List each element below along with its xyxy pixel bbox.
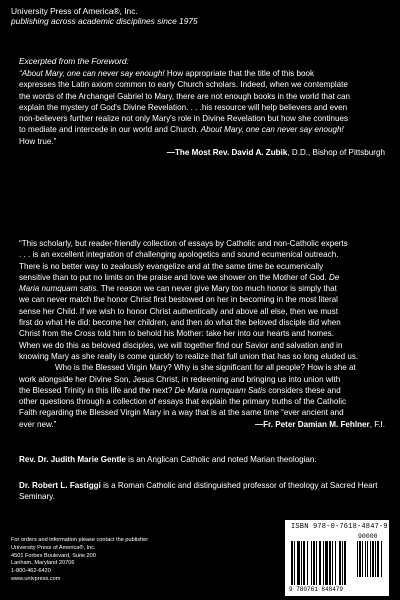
quote-attribution bbox=[19, 147, 385, 158]
price-bar bbox=[381, 541, 382, 577]
quote-line: “About Mary, one can never say enough! How appropriate that the title of this book bbox=[19, 69, 314, 78]
isbn-barcode bbox=[285, 520, 389, 596]
quote-line: the Blessed Trinity in this life and the next? De Maria numquam Satis considers these and bbox=[19, 385, 341, 395]
quote-line: sense her Child. If we wish to honor Christ authentically and above all else, then we must bbox=[19, 306, 338, 316]
quote-line: “This scholarly, but reader-friendly collection of essays by Catholic and non-Catholic experts bbox=[19, 239, 348, 248]
author-bio bbox=[19, 480, 385, 503]
price-bar bbox=[359, 541, 361, 577]
barcode-bar bbox=[301, 541, 302, 585]
quote-line: There is no better way to zealously evangelize and at the same time be ecumenically bbox=[19, 261, 324, 271]
isbn-text: ISBN 978-0-7618-4847-9 bbox=[291, 523, 388, 531]
barcode-bar bbox=[323, 541, 324, 585]
barcode-bar bbox=[335, 541, 336, 585]
attribution-name: —Fr. Peter Damian M. Fehlner bbox=[255, 419, 370, 429]
quote-line: Who is the Blessed Virgin Mary? Why is she significant for all people? How is she at bbox=[55, 363, 356, 373]
quote-line: sensitive than to put no limits on the praise and love we shower on the Mother of God. De bbox=[19, 272, 340, 282]
contact-line: For orders and information please contact the publisher bbox=[11, 537, 149, 543]
author-description: is an Anglican Catholic and noted Marian theologian. bbox=[125, 455, 317, 464]
barcode-bar bbox=[297, 541, 300, 585]
barcode-bar bbox=[291, 541, 293, 585]
quote-line: Faith regarding the Blessed Virgin Mary in a way that is at the same time “ever ancient and bbox=[19, 408, 344, 418]
barcode-bar bbox=[344, 541, 346, 585]
attribution-name: —The Most Rev. David A. Zubik bbox=[166, 148, 288, 158]
quote-line: the words of the Archangel Gabriel to Mary, there are not enough books in the world that can bbox=[19, 91, 350, 101]
price-bar bbox=[365, 541, 366, 577]
quote-line: first do what He did: become her children, and then do what the beloved disciple did when bbox=[19, 318, 341, 328]
price-bar bbox=[357, 541, 358, 577]
barcode-bar bbox=[325, 541, 328, 585]
quote-line: When we do this as beloved disciples, we will together find our Savior and salvation and in bbox=[19, 340, 343, 350]
barcode-bar bbox=[316, 541, 317, 585]
barcode-bar bbox=[332, 541, 333, 585]
attribution-title: , D.D., Bishop of Pittsburgh bbox=[287, 148, 385, 158]
quote-attribution bbox=[255, 419, 385, 430]
price-bar bbox=[367, 541, 368, 577]
barcode-number: 9 780761 848479 bbox=[289, 586, 344, 593]
author-name: Rev. Dr. Judith Marie Gentle bbox=[19, 455, 126, 464]
price-bar bbox=[372, 541, 374, 577]
author-name: Dr. Robert L. Fastiggi bbox=[19, 481, 101, 490]
price-bar bbox=[375, 541, 376, 577]
barcode-bar bbox=[319, 541, 321, 585]
contact-line: 1-800-462-6420 bbox=[11, 568, 51, 575]
barcode-bar bbox=[313, 541, 315, 585]
publisher-name: University Press of America®, Inc. bbox=[11, 6, 138, 16]
contact-line: Lanham, Maryland 20706 bbox=[11, 560, 75, 567]
contact-info bbox=[11, 537, 148, 584]
quote-line: Christ from the Cross told him to behold his Mother: take her into our hearts and homes. bbox=[19, 329, 334, 339]
quote-line: work alongside her Divine Son, Jesus Christ, in redeeming and bringing us into union with bbox=[19, 374, 341, 384]
barcode-bar bbox=[307, 541, 308, 585]
quote-line: Maria numquam satis. The reason we can never give Mary too much honor is simply that bbox=[19, 284, 337, 294]
quote-line: we can never match the honor Christ first bestowed on her in becoming in the most literal bbox=[19, 295, 338, 305]
contact-line: University Press of America®, Inc. bbox=[11, 544, 96, 551]
quote-line: non-believers further realize not only Mary's role in Divine Revelation but how she continues bbox=[19, 114, 349, 124]
quote-line: other questions through a collection of essays that explain the primary truths of the Catholic bbox=[19, 397, 347, 407]
quote-line: explain the mystery of God's Divine Revelation. . . .his resource will help believers and even bbox=[19, 102, 348, 112]
quote-line: ever new.” —Fr. Peter Damian M. Fehlner, F.I. bbox=[19, 419, 385, 429]
price-bar bbox=[377, 541, 379, 577]
publisher-block bbox=[11, 6, 198, 26]
author-description: is a Roman Catholic and distinguished professor of theology at Sacred Heart Seminary. bbox=[19, 481, 378, 502]
quote-line: to mediate and intercede in our world and Church. About Mary, one can never say enough! bbox=[19, 125, 344, 135]
quote-line: . . . is an excellent integration of challenging apologetics and sound ecumenical outreach. bbox=[19, 250, 339, 260]
author-bio bbox=[19, 454, 385, 465]
quote-line: expresses the Latin axiom common to early Church scholars. Indeed, when we contemplate bbox=[19, 80, 348, 90]
price-bar bbox=[370, 541, 371, 577]
quote-line: knowing Mary as she really is come quickly to realize that full union that has so long eluded us. bbox=[19, 351, 359, 361]
endorsement-quote bbox=[19, 238, 385, 430]
contact-line: 4501 Forbes Boulevard, Suite 200 bbox=[11, 552, 96, 559]
barcode-bar bbox=[294, 541, 295, 585]
foreword-quote bbox=[19, 68, 385, 158]
barcode-bars bbox=[289, 541, 385, 585]
quote-line: How true.” bbox=[19, 136, 57, 146]
price-code: 90000 bbox=[358, 533, 378, 540]
barcode-bar bbox=[329, 541, 331, 585]
excerpt-heading: Excerpted from the Foreword: bbox=[19, 56, 129, 66]
attribution-title: , F.I. bbox=[369, 419, 385, 429]
barcode-bar bbox=[339, 541, 341, 585]
barcode-bar bbox=[303, 541, 305, 585]
publisher-tagline: publishing across academic disciplines since 1975 bbox=[11, 16, 198, 26]
price-bar bbox=[362, 541, 363, 577]
barcode-bar bbox=[342, 541, 343, 585]
barcode-bar bbox=[311, 541, 312, 585]
contact-line: www.univpress.com bbox=[11, 575, 61, 582]
